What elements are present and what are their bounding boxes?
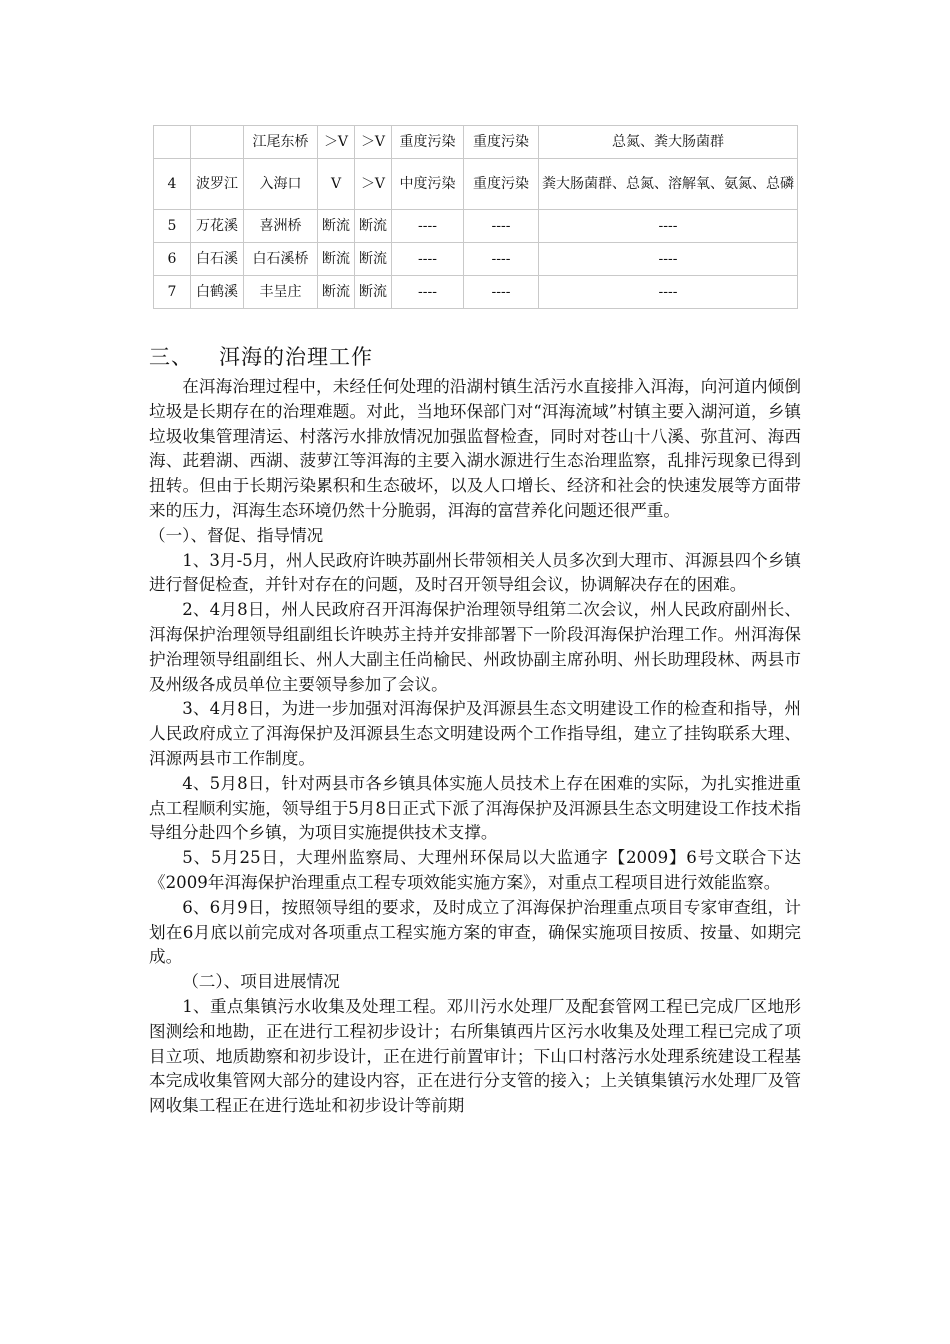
table-cell-grade-1: 断流 bbox=[318, 276, 355, 309]
section-heading bbox=[149, 341, 373, 371]
table-cell-grade-2: 断流 bbox=[355, 210, 392, 243]
table-cell-level-1: 重度污染 bbox=[392, 126, 464, 159]
paragraph: 4、5月8日，针对两县市各乡镇具体实施人员技术上存在困难的实际，为扎实推进重点工程顺利实施，领导组于5月8日正式下派了洱海保护及洱源县生态文明建设工作技术指导组分赴四个乡镇，为项目实施提供技术支撑。 bbox=[149, 773, 801, 843]
table-cell-river: 万花溪 bbox=[191, 210, 244, 243]
table-cell-grade-1: 断流 bbox=[318, 243, 355, 276]
table-cell-site: 入海口 bbox=[244, 159, 318, 210]
table-cell-pollutants: ---- bbox=[539, 276, 798, 309]
table-cell-grade-2: ＞Ⅴ bbox=[355, 126, 392, 159]
paragraph: 6、6月9日，按照领导组的要求，及时成立了洱海保护治理重点项目专家审查组，计划在6月底以前完成对各项重点工程实施方案的审查，确保实施项目按质、按量、如期完成。 bbox=[149, 897, 801, 967]
table-row bbox=[154, 243, 798, 276]
table-cell-grade-1: ＞Ⅴ bbox=[318, 126, 355, 159]
table-cell-river: 波罗江 bbox=[191, 159, 244, 210]
table-cell-river bbox=[191, 126, 244, 159]
table-cell-level-1: ---- bbox=[392, 276, 464, 309]
table-cell-level-2: ---- bbox=[464, 243, 539, 276]
table-cell-no: 4 bbox=[154, 159, 191, 210]
table-cell-grade-2: 断流 bbox=[355, 276, 392, 309]
table-cell-river: 白石溪 bbox=[191, 243, 244, 276]
table-cell-site: 喜洲桥 bbox=[244, 210, 318, 243]
table-row bbox=[154, 159, 798, 210]
intro-paragraph: 在洱海治理过程中，未经任何处理的沿湖村镇生活污水直接排入洱海，向河道内倾倒垃圾是长期存在的治理难题。对此，当地环保部门对“洱海流域”村镇主要入湖河道，乡镇垃圾收集管理清运、村落污水排放情况加强监督检查，同时对苍山十八溪、弥苴河、海西海、茈碧湖、西湖、菠萝江等洱海的主要入湖水源进行生态治理监察，乱排污现象已得到扭转。但由于长期污染累积和生态破坏，以及人口增长、经济和社会的快速发展等方面带来的压力，洱海生态环境仍然十分脆弱，洱海的富营养化问题还很严重。 bbox=[149, 377, 801, 520]
section-number: 三、 bbox=[149, 345, 193, 369]
paragraph: 1、3月-5月，州人民政府许映苏副州长带领相关人员多次到大理市、洱源县四个乡镇进行督促检查，并针对存在的问题，及时召开领导组会议，协调解决存在的困难。 bbox=[149, 550, 801, 595]
table-cell-level-2: 重度污染 bbox=[464, 159, 539, 210]
table-cell-site: 白石溪桥 bbox=[244, 243, 318, 276]
table-cell-no: 5 bbox=[154, 210, 191, 243]
table-cell-pollutants: 粪大肠菌群、总氮、溶解氧、氨氮、总磷 bbox=[539, 159, 798, 210]
table-cell-no bbox=[154, 126, 191, 159]
table-cell-pollutants: ---- bbox=[539, 210, 798, 243]
table-cell-level-1: ---- bbox=[392, 210, 464, 243]
table-cell-grade-2: 断流 bbox=[355, 243, 392, 276]
table-cell-river: 白鹤溪 bbox=[191, 276, 244, 309]
paragraph: 3、4月8日，为进一步加强对洱海保护及洱源县生态文明建设工作的检查和指导，州人民政府成立了洱海保护及洱源县生态文明建设两个工作指导组，建立了挂钩联系大理、洱源两县市工作制度。 bbox=[149, 699, 801, 768]
table-cell-site: 江尾东桥 bbox=[244, 126, 318, 159]
table-cell-no: 7 bbox=[154, 276, 191, 309]
table-row bbox=[154, 210, 798, 243]
table-cell-site: 丰呈庄 bbox=[244, 276, 318, 309]
subsection-heading-supervision: （一）、督促、指导情况 bbox=[149, 525, 324, 545]
table-cell-pollutants: 总氮、粪大肠菌群 bbox=[539, 126, 798, 159]
table-row bbox=[154, 126, 798, 159]
table-cell-level-2: ---- bbox=[464, 210, 539, 243]
table-cell-level-2: 重度污染 bbox=[464, 126, 539, 159]
table-row bbox=[154, 276, 798, 309]
subsection-heading-progress: （二）、项目进展情况 bbox=[182, 972, 340, 992]
table-cell-level-2: ---- bbox=[464, 276, 539, 309]
table-cell-grade-2: ＞Ⅴ bbox=[355, 159, 392, 210]
water-quality-table bbox=[153, 125, 798, 309]
paragraph: 1、重点集镇污水收集及处理工程。邓川污水处理厂及配套管网工程已完成厂区地形图测绘和地勘，正在进行工程初步设计；右所集镇西片区污水收集及处理工程已完成了项目立项、地质勘察和初步设计，正在进行前置审计；下山口村落污水处理系统建设工程基本完成收集管网大部分的建设内容，正在进行分支管的接入；上关镇集镇污水处理厂及管网收集工程正在进行选址和初步设计等前期 bbox=[149, 996, 801, 1116]
table-cell-grade-1: 断流 bbox=[318, 210, 355, 243]
document-body bbox=[149, 375, 801, 1119]
table-cell-pollutants: ---- bbox=[539, 243, 798, 276]
table-cell-level-1: ---- bbox=[392, 243, 464, 276]
paragraph: 2、4月8日，州人民政府召开洱海保护治理领导组第二次会议，州人民政府副州长、洱海保护治理领导组副组长许映苏主持并安排部署下一阶段洱海保护治理工作。州洱海保护治理领导组副组长、州人大副主任尚榆民、州政协副主席孙明、州长助理段林、两县市及州级各成员单位主要领导参加了会议。 bbox=[149, 600, 801, 694]
section-title: 洱海的治理工作 bbox=[219, 345, 373, 369]
table-cell-level-1: 中度污染 bbox=[392, 159, 464, 210]
table-cell-grade-1: Ⅴ bbox=[318, 159, 355, 210]
table-cell-no: 6 bbox=[154, 243, 191, 276]
paragraph: 5、5月25日，大理州监察局、大理州环保局以大监通字【2009】6号文联合下达《2009年洱海保护治理重点工程专项效能实施方案》，对重点工程项目进行效能监察。 bbox=[149, 848, 801, 892]
